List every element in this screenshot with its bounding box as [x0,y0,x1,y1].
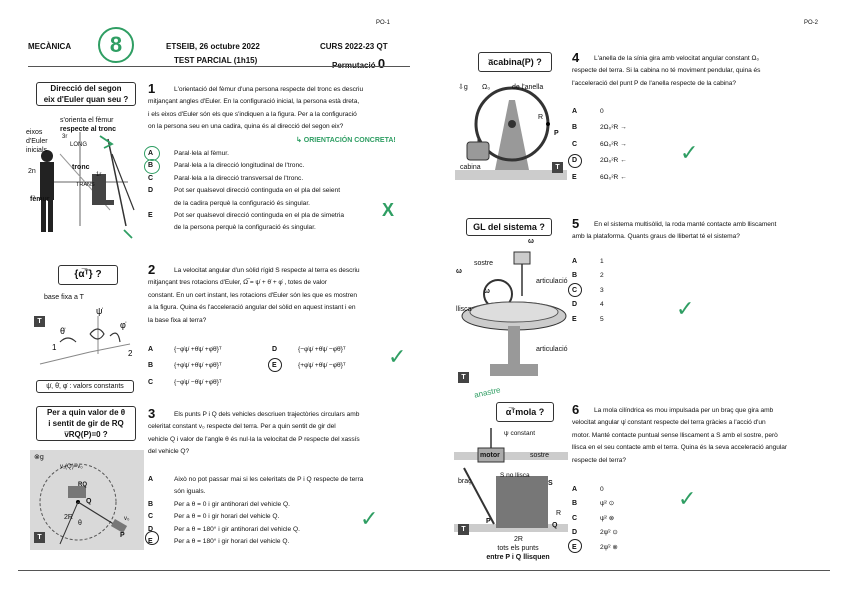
test-name: TEST PARCIAL (1h15) [174,56,258,65]
q3-g-label: ⊗g [34,454,44,461]
q1-circle-b [144,159,160,174]
q4-text: L'anella de la sínia gira amb velocitat angular constant Ω₀ respecte del terra. Si la cabina no té moviment pendular, quina és l'acceleració del punt P de l'anella respecte de la cabina? [572,55,761,87]
school-date: ETSEIB, 26 octubre 2022 [166,42,260,51]
svg-text:θ̇: θ̇ [60,326,66,336]
q4-t-marker: T [552,162,563,173]
q1-box: Direcció del segon eix d'Euler quan seu ? [36,82,136,106]
q3-v-label: v₁(Q)=v₀ [60,464,83,470]
q6-box: α̅ᵀmola ? [496,402,554,422]
q1-tronc-label: tronc [72,164,90,171]
q5-omega3: ω [484,288,490,295]
q5-articulacio2: articulació [536,346,568,353]
q5-option-a[interactable]: A 1 [572,258,604,265]
q4-p-label: P [554,130,559,137]
q4-option-c[interactable]: C 6Ω₀²R → [572,140,627,148]
q1-option-d[interactable]: D Pot ser qualsevol direcció continguda en el pla del seient de la cadira perquè la configuració és singular. [148,187,341,207]
q6-sostre: sostre [530,452,550,459]
q3-circle-d [145,531,159,545]
q6-p: P [486,518,491,525]
course: CURS 2022-23 QT [320,42,388,51]
q5-omega1: ω [528,238,534,245]
q3-theta-label: θ [78,520,82,527]
q6-caption: tots els punts entre P i Q llisquen [486,545,550,561]
q6-nolisca: S no llisca [500,472,530,479]
q4-circle-d [568,154,582,168]
q5-omega2: ω [456,268,462,275]
q1-annotation: ↳ ORIENTACIÓN CONCRETA! [296,137,396,144]
q1-option-a[interactable]: A Paral·lela al fèmur. [148,150,229,157]
q5-number: 5 [572,216,580,231]
q3-check: ✓ [360,506,379,531]
q1-1r-label: 1r [96,172,102,178]
q4-r-label: R [538,114,544,121]
q5-option-e[interactable]: E 5 [572,315,604,323]
q2-option-b[interactable]: B {+φ̇ψ̇ +θ̇ψ̇ +φ̇θ̇}ᵀ [148,362,222,370]
q6-option-d[interactable]: D 2ψ̇² ⊙ [572,529,618,537]
q2-number: 2 [148,262,156,277]
permutation: Permutació 0 [332,56,386,71]
q6-text: La mola cilíndrica es mou impulsada per un braç que gira amb velocitat angular ψ̇ constant respecte del terra gràcies a l'acció d'un motor. Manté contacte puntual sense lliscament a S amb el sostre, però llisca en el seu contacte amb el terra. Quina és la seva acceleració angular respecte del terra? [572,407,788,464]
q2-check: ✓ [388,344,407,369]
svg-text:ψ̇: ψ̇ [96,306,103,316]
q3-q-label: Q [86,498,92,505]
q1-2n-label: 2n [28,168,36,175]
q3-box: Per a quin valor de θ i sentit de gir de RQ v̅RQ(P)=0 ? [36,406,136,441]
q4-option-b[interactable]: B 2Ω₀²R → [572,124,627,132]
left-page-id: PO-1 [376,20,391,26]
q2-options-right [272,344,346,373]
q2-t-marker: T [34,316,45,327]
q2-option-d[interactable]: D {−φ̇ψ̇ +θ̇ψ̇ −φ̇θ̇}ᵀ [272,346,346,353]
footer-rule [18,570,830,571]
q5-circle-c [568,283,582,297]
q6-handwritten-note: anastre [473,385,502,400]
q6-q: Q [552,522,558,529]
q2-option-c[interactable]: C {−φ̇ψ̇ −θ̇ψ̇ +φ̇θ̇}ᵀ [148,378,222,386]
q5-llisca: llisca [456,306,472,313]
q6-t-marker: T [458,524,469,535]
q1-option-c[interactable]: C Paral·lela a la direcció transversal de l'tronc. [148,174,304,182]
q5-check: ✓ [676,296,695,321]
q5-option-b[interactable]: B 2 [572,272,604,280]
q6-circle-e [568,539,582,553]
q6-option-b[interactable]: B ψ̇² ⊙ [572,500,615,508]
q4-options [572,106,627,184]
q2-circle-e [268,358,282,372]
subject: MECÀNICA [28,42,72,51]
right-page-id: PO-2 [804,20,819,26]
q5-t-marker: T [458,372,469,383]
q1-option-b[interactable]: B Paral·lela a la direcció longitudinal de l'tronc. [148,162,305,170]
q3-p-label: P [120,532,125,539]
q3-option-b[interactable]: B Per a θ = 0 i gir antihorari del vehicle Q. [148,500,290,508]
q1-wrong-mark: X [382,200,395,220]
q1-euler-label: eixos d'Euler inicials [26,129,48,154]
q6-s: S [548,480,553,487]
q1-options [148,148,408,235]
q3-vo-label: v₀ [124,516,130,522]
q6-motor: motor [480,452,500,459]
q1-number: 1 [148,81,156,96]
svg-text:1: 1 [52,343,57,352]
handwritten-score: 8 [98,27,134,63]
q3-option-d[interactable]: D Per a θ = 180° i gir antihorari del vehicle Q. [148,525,300,533]
q6-brac: braç [458,478,472,485]
q2-box: {α̅ᵀ} ? [58,265,118,285]
q2-options-left [148,344,222,389]
q3-2r-label: 2R [64,514,73,521]
q3-text: Els punts P i Q dels vehicles descriuen trajectòries circulars amb celeritat constant v₀ respecte del terra. Per a quin sentit de gir del vehicle Q i valor de l'angle θ és nul·la la velocitat de P respecte del xassís del vehicle Q? [148,411,360,456]
q2-option-e[interactable]: E {+φ̇ψ̇ +θ̇ψ̇ −φ̇θ̇}ᵀ [272,362,346,370]
q3-number: 3 [148,406,156,421]
q6-option-e[interactable]: E 2ψ̇² ⊗ [572,543,618,551]
q5-articulacio1: articulació [536,278,568,285]
q1-r3-label: 3r [62,134,68,140]
q3-t-marker: T [34,532,45,543]
q2-fig-caption: base fixa a T [44,294,84,301]
q3-option-c[interactable]: C Per a θ = 0 i gir horari del vehicle Q. [148,513,280,521]
q2-option-a[interactable]: A {−φ̇ψ̇ +θ̇ψ̇ +φ̇θ̇}ᵀ [148,346,222,353]
q5-box: GL del sistema ? [466,218,552,236]
q1-text: L'orientació del fèmur d'una persona respecte del tronc es descriu mitjançant angles d'Euler. En la configuració inicial, la persona està dreta, i els eixos d'Euler són els que s'indiquen a la figura. Per a la configuració on la persona seu en una cadira, quina és al direcció del segon eix? [148,86,364,131]
q2-text: La velocitat angular d'un sòlid rígid S respecte al terra es descriu mitjançant tres rotacions d'Euler, Ω̅ = ψ̇ + θ̇ + φ̇ , totes de valor constant. En un cert instant, les rotacions d'Euler són les que es mostren a la figura. Quina és l'acceleració angular del sòlid en aquest instant i en la base fixa al terra? [148,267,360,324]
q6-option-c[interactable]: C ψ̇² ⊗ [572,514,615,522]
q1-long-label: LONG [70,142,88,148]
q4-omega-label: Ω₀ [482,84,491,91]
q6-check: ✓ [678,486,697,511]
svg-text:φ̇: φ̇ [120,320,126,330]
q4-number: 4 [572,50,580,65]
q3-option-a[interactable]: A Això no pot passar mai si les celeritats de P i Q respecte de terra són iguals. [148,476,364,496]
q3-option-e[interactable]: E Per a θ = 180° i gir horari del vehicle Q. [148,538,290,546]
q5-sostre: sostre [474,260,494,267]
q4-anella-label: de l'anella [512,84,544,91]
q4-cabina-label: cabina [460,164,481,171]
q1-option-e[interactable]: E Pot ser qualsevol direcció continguda en el pla de simetria de la persona perquè la configuració és singular. [148,212,345,232]
svg-text:2: 2 [128,349,133,358]
q4-g-label: ⇩g [458,84,468,91]
q6-number: 6 [572,402,580,417]
q1-trans-label: TRANS [76,182,95,188]
q4-option-e[interactable]: E 6Ω₀²R ← [572,173,627,181]
q5-option-d[interactable]: D 4 [572,301,604,309]
q5-option-c[interactable]: C 3 [572,286,604,294]
q4-box: a̅cabina(P) ? [478,52,552,72]
q4-option-d[interactable]: D 2Ω₀²R ← [572,157,627,165]
q1-fig-note: s'orienta el fèmur respecte al tronc [60,117,117,133]
q4-option-a[interactable]: A 0 [572,108,604,115]
q5-text: En el sistema multisòlid, la roda manté contacte amb lliscament amb la plataforma. Quants graus de llibertat té el sistema? [572,221,777,241]
q6-2r: 2R [514,536,523,543]
q4-check: ✓ [680,140,699,165]
q2-figure [30,304,145,374]
q1-femur-label: fèmur [30,196,50,203]
q6-r: R [556,510,562,517]
q3-rq-label: RQ [78,482,87,488]
q6-psi: ψ constant [504,430,536,437]
q6-option-a[interactable]: A 0 [572,486,604,493]
header-rule [28,66,410,67]
q2-bottom-caption: ψ̇, θ̇, φ̇ : valors constants [36,380,134,393]
